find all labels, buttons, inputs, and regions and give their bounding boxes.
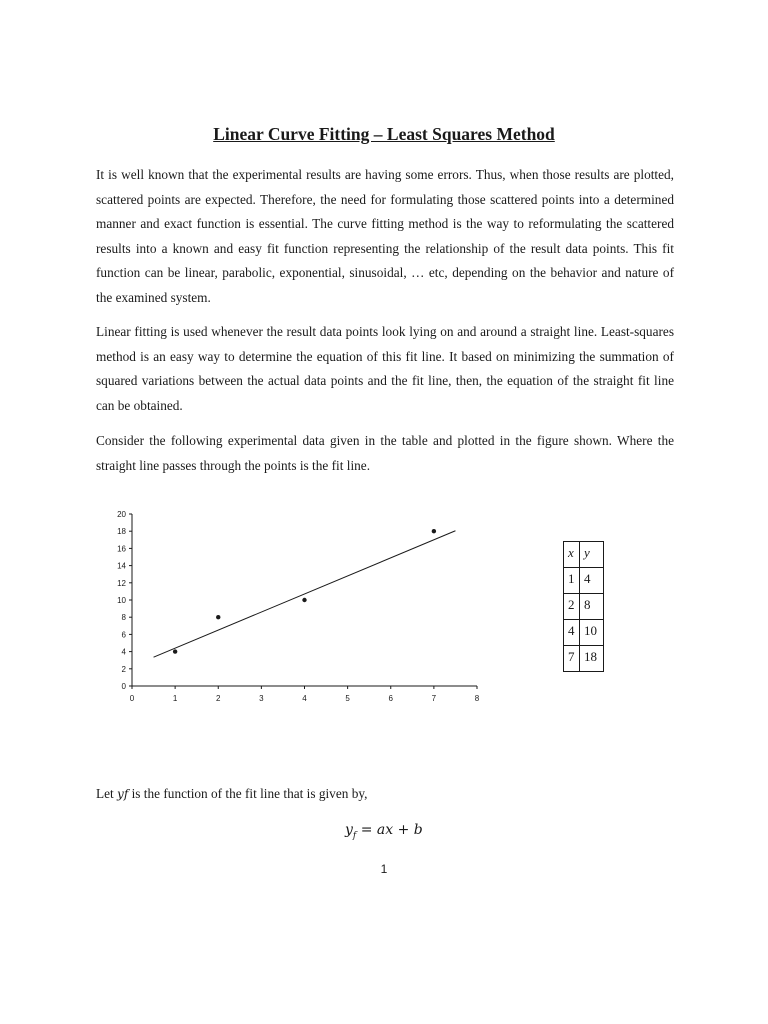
y-tick-label: 18 <box>117 527 126 537</box>
table-cell-x: 1 <box>564 568 580 594</box>
data-point <box>173 649 177 653</box>
equation-rhs: = ax + b <box>360 822 423 838</box>
equation-lhs: y <box>345 822 353 838</box>
table-cell-y: 18 <box>580 646 604 672</box>
equation-subscript: f <box>352 830 357 841</box>
x-tick-label: 4 <box>302 694 307 703</box>
x-tick-label: 0 <box>129 694 135 703</box>
paragraph-intro: It is well known that the experimental results are having some errors. Thus, when those results are plotted, scattered points are expected. Therefore, the need for formulating those scattered points into a determined manner and exact function is essential. The curve fitting method is the way to reformulating the scattered results into a known and easy fit function representing the relationship of the result data points. This fit function can be linear, parabolic, exponential, sinusoidal, … etc, depending on the behavior and nature of the examined system. <box>96 167 674 305</box>
paragraph-linear-fitting: Linear fitting is used whenever the result data points look lying on and around a straight line. Least-squares method is an easy way to determine the equation of this fit line. It based on minimizing the summation of squared variations between the actual data points and the fit line, then, the equation of the straight fit line can be obtained. <box>96 324 674 413</box>
let-prefix: Let <box>96 786 114 801</box>
table-header-row <box>564 542 604 568</box>
table-header-x: x <box>564 542 580 568</box>
table-row <box>564 594 604 620</box>
data-point <box>432 529 436 533</box>
y-tick-label: 20 <box>117 510 126 519</box>
data-point <box>302 598 306 602</box>
table-cell-x: 4 <box>564 620 580 646</box>
table-row <box>564 646 604 672</box>
data-point <box>216 615 220 619</box>
x-tick-label: 1 <box>172 694 178 703</box>
page-number: 1 <box>380 862 388 876</box>
x-tick-label: 6 <box>388 694 393 703</box>
y-tick-label: 12 <box>117 578 126 588</box>
let-line <box>96 786 367 802</box>
table-cell-x: 2 <box>564 594 580 620</box>
x-tick-label: 3 <box>259 694 264 703</box>
document-title: Linear Curve Fitting – Least Squares Method <box>213 124 555 144</box>
fit-equation <box>345 822 423 841</box>
table-header-y: y <box>580 542 604 568</box>
y-tick-label: 10 <box>117 596 126 605</box>
yf-symbol: yf <box>117 787 129 801</box>
let-suffix: is the function of the fit line that is given by, <box>131 786 368 801</box>
x-tick-label: 2 <box>216 694 221 703</box>
table-cell-x: 7 <box>564 646 580 672</box>
x-tick-label: 8 <box>474 694 480 703</box>
table-cell-y: 10 <box>580 620 604 646</box>
fit-line <box>154 531 456 657</box>
table-row <box>564 620 604 646</box>
y-tick-label: 8 <box>121 613 126 623</box>
table-cell-y: 4 <box>580 568 604 594</box>
y-tick-label: 16 <box>117 544 126 554</box>
data-table <box>563 541 604 672</box>
x-tick-label: 7 <box>431 694 437 703</box>
paragraph-consider-data: Consider the following experimental data given in the table and plotted in the figure shown. Where the straight line passes through the points is the fit line. <box>96 433 674 473</box>
scatter-chart <box>110 505 490 710</box>
y-tick-label: 14 <box>117 561 126 571</box>
y-tick-label: 6 <box>121 630 126 640</box>
x-tick-label: 5 <box>345 694 350 703</box>
table-cell-y: 8 <box>580 594 604 620</box>
y-tick-label: 4 <box>121 647 126 657</box>
y-tick-label: 2 <box>121 664 126 674</box>
table-row <box>564 568 604 594</box>
y-tick-label: 0 <box>121 682 126 691</box>
